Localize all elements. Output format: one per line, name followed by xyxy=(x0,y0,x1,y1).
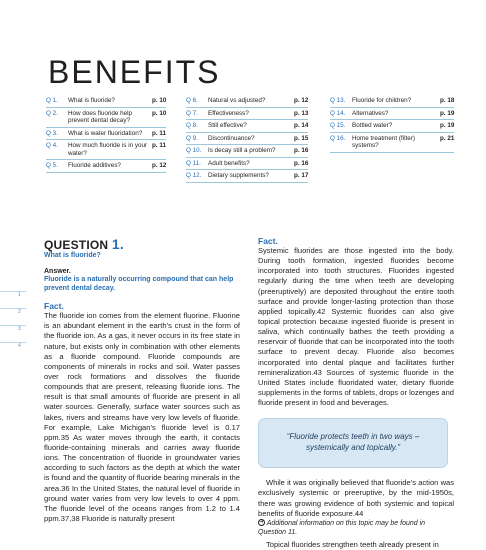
toc-column-3 xyxy=(330,95,454,153)
toc-entry[interactable] xyxy=(46,108,166,128)
left-column xyxy=(44,236,240,524)
fact-heading-left: Fact. xyxy=(44,301,64,312)
toc-question-title: Still effective? xyxy=(208,122,247,130)
pull-quote-callout: “Fluoride protects teeth in two ways – systemically and topically.” xyxy=(258,418,448,468)
right-column xyxy=(258,236,454,550)
toc-question-title: Effectiveness? xyxy=(208,109,249,117)
toc-question-number: Q 4. xyxy=(46,142,58,150)
toc-page-number: p. 10 xyxy=(152,109,167,117)
toc-page-number: p. 14 xyxy=(294,122,309,130)
toc-question-title: What is water fluoridation? xyxy=(68,129,143,137)
toc-question-number: Q 14. xyxy=(330,109,346,117)
toc-question-title: Home treatment (filter) systems? xyxy=(352,134,415,150)
toc-question-title: How does fluoride help prevent dental decay? xyxy=(68,109,133,125)
cross-reference-note xyxy=(258,519,454,537)
toc-entry[interactable] xyxy=(186,145,308,158)
toc-page-number: p. 12 xyxy=(152,162,167,170)
toc-entry[interactable] xyxy=(46,95,166,108)
toc-entry[interactable] xyxy=(46,160,166,173)
toc-entry[interactable] xyxy=(186,120,308,133)
answer-label: Answer. xyxy=(44,268,71,275)
fact-heading-right: Fact. xyxy=(258,236,278,246)
arrow-note-icon: ➔ xyxy=(259,519,264,526)
note-text: Additional information on this topic may be found in Question 11. xyxy=(258,519,426,536)
toc-question-title: Is decay still a problem? xyxy=(208,147,276,155)
toc-entry[interactable] xyxy=(186,108,308,121)
answer-text: Fluoride is a naturally occurring compound that can help prevent dental decay. xyxy=(44,276,234,293)
toc-page-number: p. 19 xyxy=(440,122,455,130)
toc-question-number: Q 2. xyxy=(46,109,58,117)
toc-page-number: p. 12 xyxy=(294,97,309,104)
toc-column-2 xyxy=(186,95,308,183)
toc-page-number: p. 11 xyxy=(152,142,167,150)
toc-page-number: p. 13 xyxy=(294,109,309,117)
toc-entry[interactable] xyxy=(186,133,308,146)
question-label: QUESTION xyxy=(44,238,109,252)
toc-entry[interactable] xyxy=(186,95,308,108)
question-heading xyxy=(44,236,240,252)
toc-page-number: p. 17 xyxy=(294,172,309,180)
toc-page-number: p. 18 xyxy=(440,97,455,104)
toc-question-number: Q 10. xyxy=(186,147,202,155)
toc-page-number: p. 16 xyxy=(294,159,309,167)
toc-entry[interactable] xyxy=(330,133,454,153)
toc-entry[interactable] xyxy=(330,120,454,133)
toc-question-title: How much fluoride is in your water? xyxy=(68,142,148,157)
toc-question-number: Q 3. xyxy=(46,129,58,137)
toc-question-title: Dietary supplements? xyxy=(208,172,269,180)
toc-question-number: Q 15. xyxy=(330,122,346,130)
toc-question-title: Discontinuance? xyxy=(208,134,255,142)
toc-page-number: p. 21 xyxy=(440,134,455,142)
toc-question-number: Q 7. xyxy=(186,109,198,117)
toc-question-number: Q 9. xyxy=(186,134,198,142)
toc-column-1 xyxy=(46,95,166,173)
toc-entry[interactable] xyxy=(330,108,454,121)
toc-question-title: Adult benefits? xyxy=(208,159,250,167)
toc-question-number: Q 8. xyxy=(186,122,198,130)
toc-question-number: Q 16. xyxy=(330,134,346,142)
toc-question-title: Fluoride additives? xyxy=(68,162,121,170)
toc-entry[interactable] xyxy=(186,158,308,171)
toc-entry[interactable] xyxy=(186,170,308,183)
toc-question-title: Natural vs adjusted? xyxy=(208,97,266,104)
toc-question-number: Q 1. xyxy=(46,97,58,104)
toc-page-number: p. 16 xyxy=(294,147,309,155)
toc-question-number: Q 13. xyxy=(330,97,346,104)
toc-page-number: p. 10 xyxy=(152,97,167,104)
toc-question-number: Q 5. xyxy=(46,162,58,170)
toc-question-number: Q 11. xyxy=(186,159,201,167)
right-paragraph-2: While it was originally believed that fluoride’s action was exclusively systemic or preeruptive, by the mid-1950s, there was growing evidence of both systemic and topical benefits of fluoride exposure.44 xyxy=(258,478,454,518)
fact-text-left: The fluoride ion comes from the element fluorine. Fluorine is an abundant element in the earth’s crust in the form of the fluoride ion. As a gas, it never occurs in its free state in nature, but exists only in combination with other elements as a fluoride compound. Fluoride compounds are components of minerals in rocks and soil. Water passes over rock formations and dissolves the fluoride compounds that are present, releasing fluoride ions. The result is that small amounts of fluoride are present in all water sources. Generally, surface water sources such as lakes, rivers and streams have very low levels of fluoride. For example, Lake Michigan’s fluoride level is 0.17 ppm.35 As water moves through the earth, it contacts fluoride-containing minerals and carries away fluoride ions. The concentration of fluoride in groundwater varies according to such factors as the depth at which the water is found and the quantity of fluoride bearing minerals in the area.36 In the United States, the natural level of fluoride in ground water varies from very low levels to over 4 ppm. The fluoride level of the oceans ranges from 1.2 to 1.4 ppm.37,38 Fluoride is naturally present xyxy=(44,311,240,523)
question-subtitle: What is fluoride? xyxy=(44,252,101,259)
toc-entry[interactable] xyxy=(46,128,166,141)
page-title: BENEFITS xyxy=(48,54,221,90)
fact-text-right: Systemic fluorides are those ingested into the body. During tooth formation, ingested fluorides become incorporated into tooth structures. Fluorides ingested regularly during the time when teeth are developing (preeruptively) are deposited throughout the entire tooth surface and provide longer-lasting protection than those applied topically.42 Systemic fluorides can also give topical protection because ingested fluoride is present in saliva, which continually bathes the teeth providing a reservoir of fluoride that can be incorporated into the tooth surface to prevent decay. Fluoride also becomes incorporated into dental plaque and facilitates further remineralization.43 Sources of systemic fluoride in the United States include fluoridated water, dietary fluoride supplements in the forms of tablets, drops or lozenges and fluoride present in food and beverages. xyxy=(258,246,454,408)
question-number: 1. xyxy=(111,236,124,252)
toc-question-number: Q 12. xyxy=(186,172,202,180)
toc-entry[interactable] xyxy=(330,95,454,108)
right-paragraph-3: Topical fluorides strengthen teeth already present in xyxy=(266,540,439,549)
toc-entry[interactable] xyxy=(46,140,166,160)
toc-question-title: Fluoride for children? xyxy=(352,97,412,104)
toc-question-title: Bottled water? xyxy=(352,122,393,130)
toc-page-number: p. 15 xyxy=(294,134,309,142)
toc-page-number: p. 11 xyxy=(152,129,167,137)
toc-question-title: What is fluoride? xyxy=(68,97,115,104)
toc-question-number: Q 6. xyxy=(186,97,198,104)
toc-page-number: p. 19 xyxy=(440,109,455,117)
toc-question-title: Alternatives? xyxy=(352,109,389,117)
